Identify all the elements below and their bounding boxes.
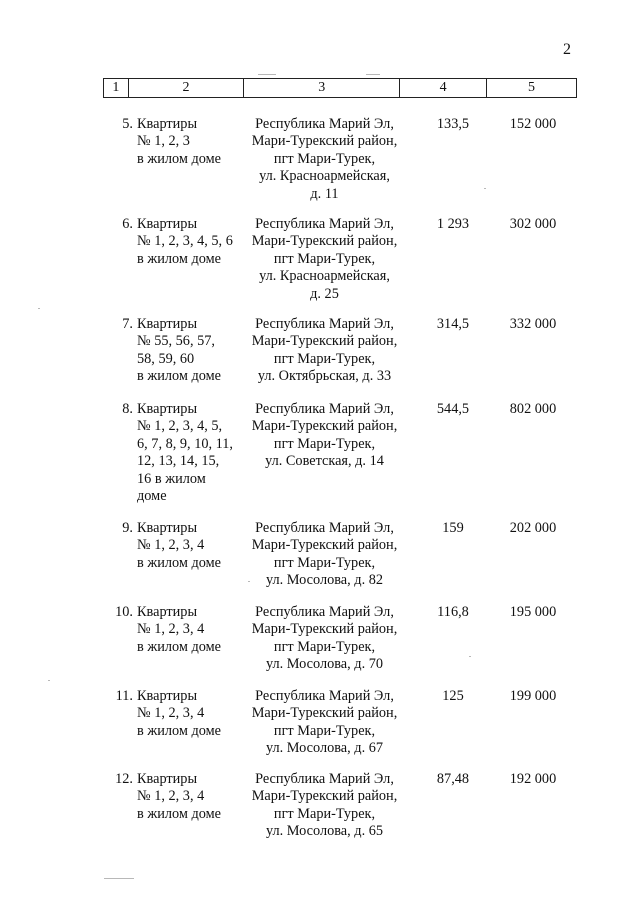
page-number: 2 [563,41,571,58]
object-description: Квартиры № 1, 2, 3, 4, 5, 6 в жилом доме [137,216,233,267]
column-header-5: 5 [487,79,577,98]
column-header-4: 4 [400,79,487,98]
object-price: 302 000 [509,216,557,232]
row-number: 9. [122,520,133,536]
scan-artifact [38,308,40,309]
object-address: Республика Марий Эл, Мари-Турекский район, пгт Мари-Турек, ул. Красноармейская, д. 25 [251,216,398,302]
object-area: 116,8 [437,604,469,620]
scan-artifact [484,188,486,189]
column-header-3: 3 [244,79,400,98]
object-area: 159 [442,520,464,536]
object-price: 332 000 [509,316,557,332]
scan-artifact [366,74,380,75]
column-header-table [103,78,577,98]
column-header-row [104,79,577,98]
object-address: Республика Марий Эл, Мари-Турекский район, пгт Мари-Турек, ул. Мосолова, д. 67 [251,688,398,757]
column-header-1: 1 [104,79,129,98]
object-price: 202 000 [509,520,557,536]
object-address: Республика Марий Эл, Мари-Турекский район, пгт Мари-Турек, ул. Советская, д. 14 [251,401,398,470]
row-number: 12. [115,771,133,787]
object-area: 133,5 [436,116,470,132]
object-area: 125 [442,688,464,704]
scan-artifact [104,878,134,879]
object-price: 195 000 [509,604,557,620]
object-price: 802 000 [509,401,557,417]
row-number: 10. [115,604,133,620]
row-number: 7. [122,316,133,332]
scan-artifact [258,74,276,75]
row-number: 11. [115,688,133,704]
row-number: 8. [122,401,133,417]
object-description: Квартиры № 1, 2, 3, 4 в жилом доме [137,771,222,822]
scan-artifact [469,656,471,657]
object-description: Квартиры № 1, 2, 3, 4 в жилом доме [137,520,222,571]
scan-artifact [48,680,50,681]
object-description: Квартиры № 55, 56, 57, 58, 59, 60 в жилом доме [137,316,222,385]
object-area: 1 293 [436,216,470,232]
object-description: Квартиры № 1, 2, 3, 4 в жилом доме [137,604,222,655]
object-address: Республика Марий Эл, Мари-Турекский район, пгт Мари-Турек, ул. Красноармейская, д. 11 [251,116,398,202]
object-address: Республика Марий Эл, Мари-Турекский район, пгт Мари-Турек, ул. Октябрьская, д. 33 [251,316,398,385]
object-price: 199 000 [509,688,557,704]
object-price: 192 000 [509,771,557,787]
object-description: Квартиры № 1, 2, 3, 4 в жилом доме [137,688,222,739]
object-description: Квартиры № 1, 2, 3 в жилом доме [137,116,222,167]
object-area: 544,5 [436,401,470,417]
object-address: Республика Марий Эл, Мари-Турекский район, пгт Мари-Турек, ул. Мосолова, д. 70 [251,604,398,673]
row-number: 6. [122,216,133,232]
object-description: Квартиры № 1, 2, 3, 4, 5, 6, 7, 8, 9, 10, 11, 12, 13, 14, 15, 16 в жилом доме [137,401,233,505]
object-address: Республика Марий Эл, Мари-Турекский район, пгт Мари-Турек, ул. Мосолова, д. 65 [251,771,398,840]
scan-artifact [248,581,250,582]
column-header-2: 2 [128,79,244,98]
object-address: Республика Марий Эл, Мари-Турекский район, пгт Мари-Турек, ул. Мосолова, д. 82 [251,520,398,589]
object-area: 87,48 [436,771,470,787]
row-number: 5. [122,116,133,132]
object-price: 152 000 [509,116,557,132]
object-area: 314,5 [436,316,470,332]
